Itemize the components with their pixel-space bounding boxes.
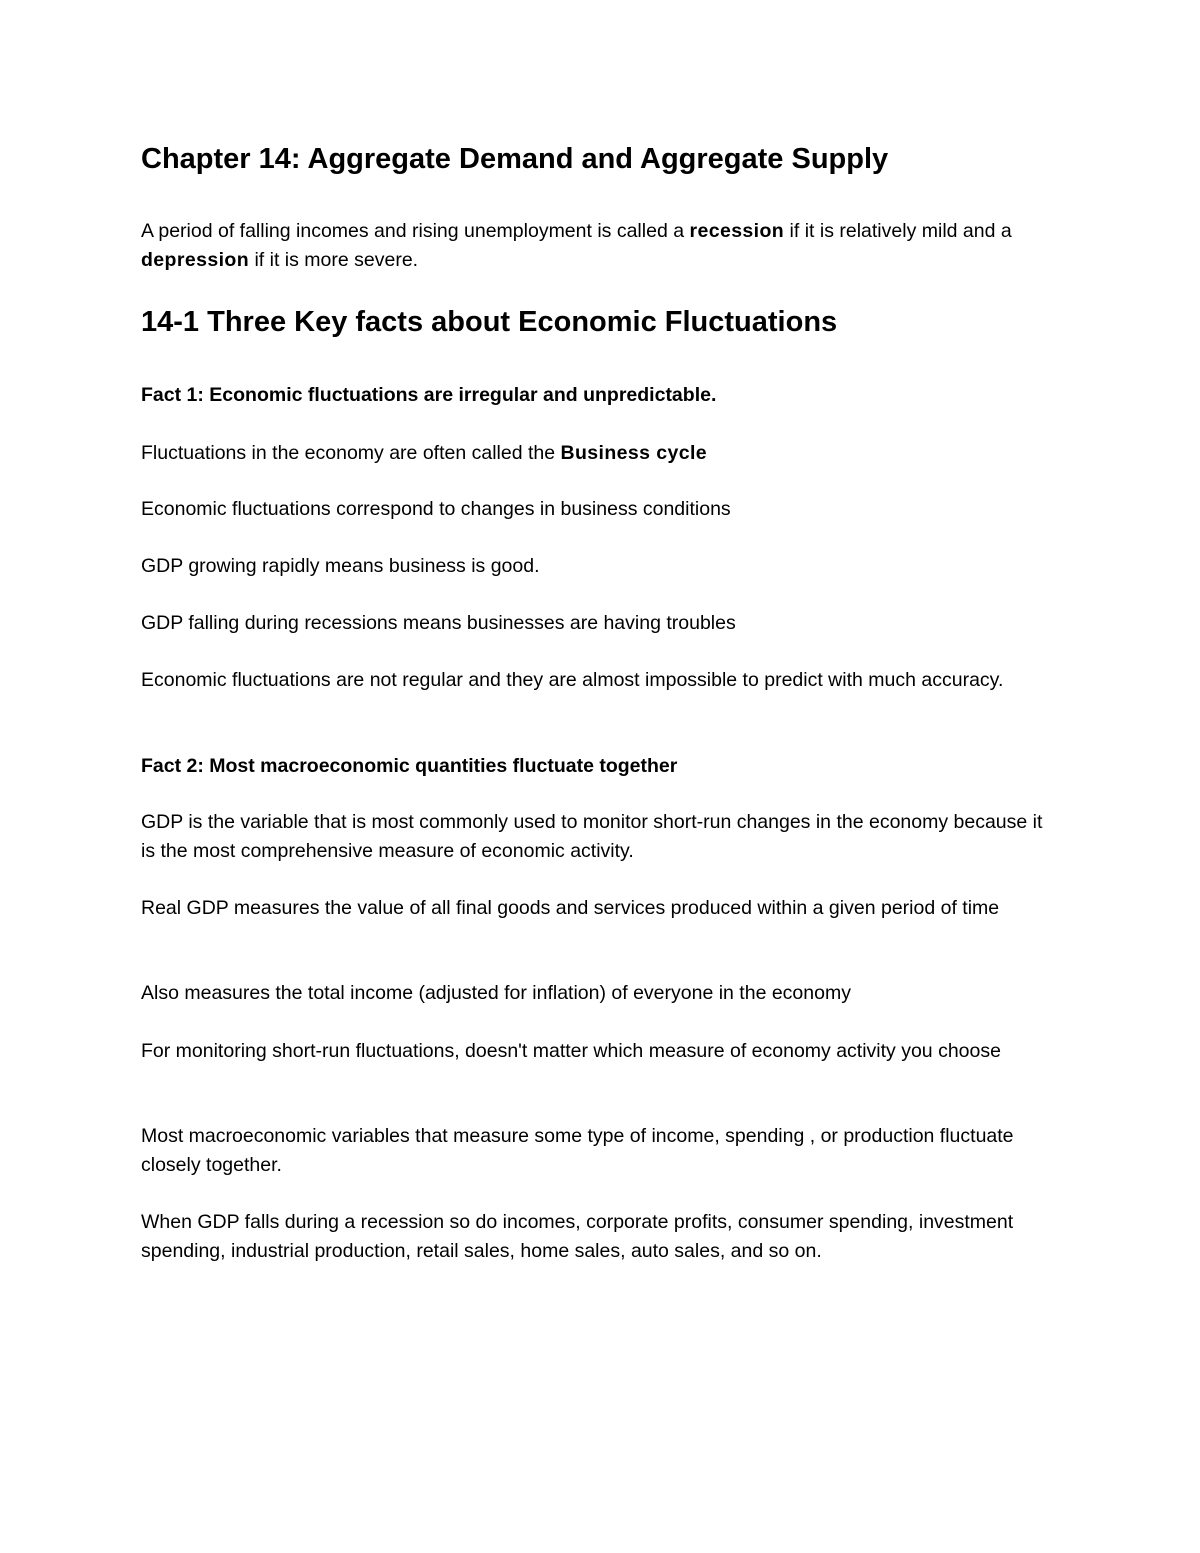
fact2-paragraph: Also measures the total income (adjusted for inflation) of everyone in the economy	[141, 982, 851, 1004]
fact2-paragraph: When GDP falls during a recession so do incomes, corporate profits, consumer spending, investment spending, industrial production, retail sales, home sales, auto sales, and so on.	[141, 1211, 1014, 1262]
section-heading: 14-1 Three Key facts about Economic Fluctuations	[141, 306, 838, 338]
fact1-paragraph: GDP falling during recessions means businesses are having troubles	[141, 612, 736, 634]
term-business-cycle: Business cycle	[560, 442, 708, 464]
fact1-paragraph: GDP growing rapidly means business is good.	[141, 555, 540, 577]
chapter-title: Chapter 14: Aggregate Demand and Aggregate Supply	[141, 143, 889, 175]
fact2-paragraph: Real GDP measures the value of all final goods and services produced within a given period of time	[141, 897, 1000, 919]
fact1-heading: Fact 1: Economic fluctuations are irregular and unpredictable.	[141, 384, 717, 406]
business-cycle-paragraph: Fluctuations in the economy are often called the Business cycle	[141, 442, 708, 464]
fact2-paragraph: GDP is the variable that is most commonly used to monitor short-run changes in the economy because it is the most comprehensive measure of economic activity.	[141, 811, 1043, 862]
term-recession: recession	[689, 220, 785, 242]
fact1-paragraph: Economic fluctuations correspond to changes in business conditions	[141, 498, 731, 520]
fact2-paragraph: Most macroeconomic variables that measure some type of income, spending , or production fluctuate closely together.	[141, 1125, 1014, 1176]
fact1-paragraph: Economic fluctuations are not regular and they are almost impossible to predict with much accuracy.	[141, 669, 1004, 691]
term-depression: depression	[141, 248, 250, 271]
fact2-heading: Fact 2: Most macroeconomic quantities fluctuate together	[141, 755, 678, 777]
fact2-paragraph: For monitoring short-run fluctuations, doesn't matter which measure of economy activity you choose	[141, 1040, 1001, 1062]
intro-paragraph: A period of falling incomes and rising unemployment is called a recession if it is relatively mild and a depression if it is more severe.	[141, 220, 1012, 271]
